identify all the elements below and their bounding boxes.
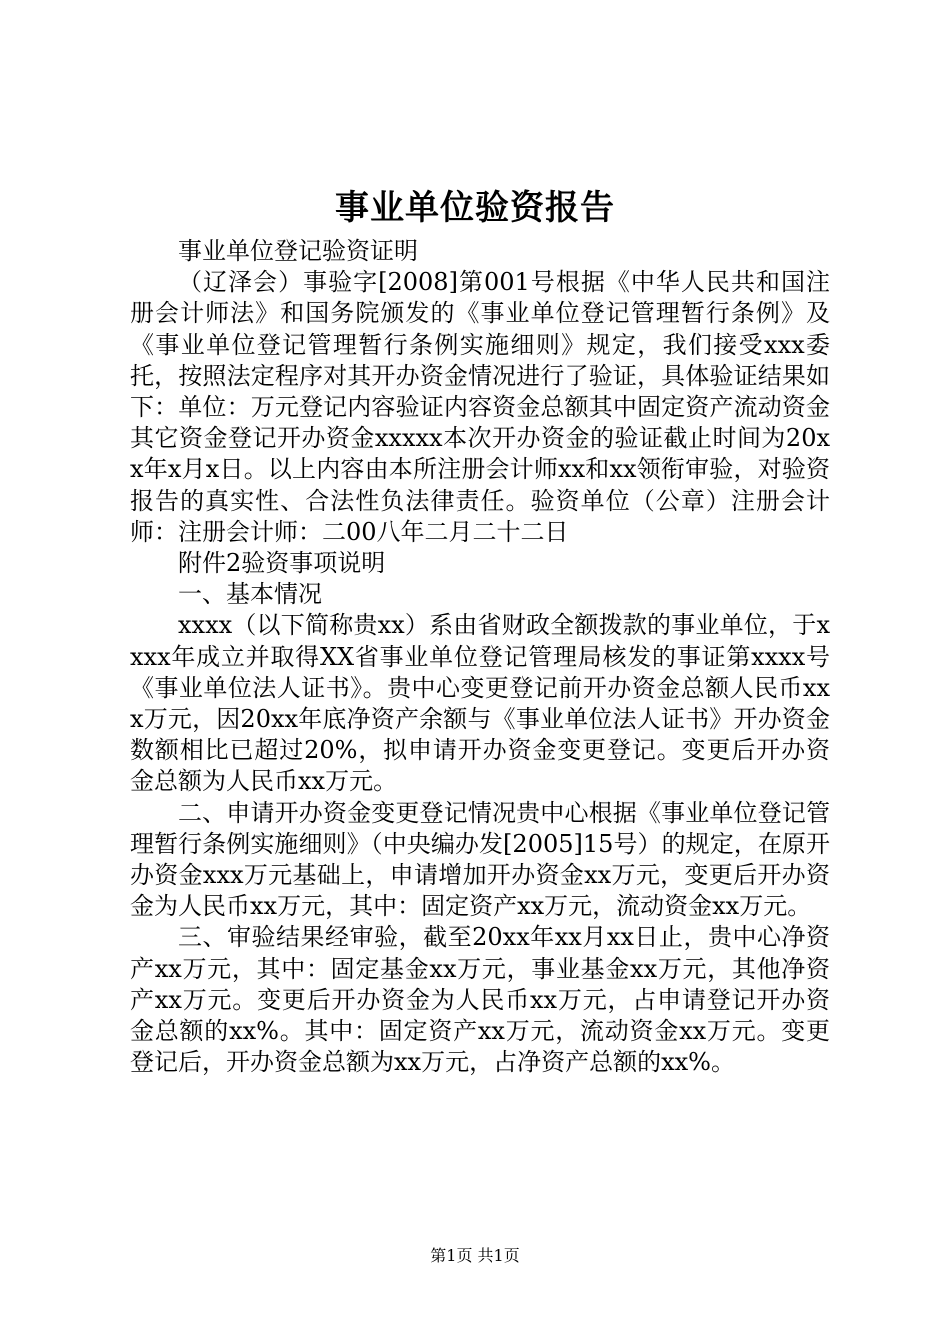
paragraph-attachment-heading: 附件2验资事项说明 <box>178 549 386 578</box>
page-number-footer: 第1页 共1页 <box>430 1246 520 1265</box>
paragraph-section-3: 三、审验结果经审验，截至20xx年xx月xx日止，贵中心净资产xx万元，其中：固定基金xx万元，事业基金xx万元，其他净资产xx万元。变更后开办资金为人民币xx万元，占申请登记开办资金总额的xx%。其中：固定资产xx万元，流动资金xx万元。变更登记后，开办资金总额为xx万元，占净资产总额的xx%。 <box>130 923 830 1077</box>
paragraph-section-1-heading: 一、基本情况 <box>178 580 322 609</box>
document-title: 事业单位验资报告 <box>335 188 615 228</box>
paragraph-certificate-heading: 事业单位登记验资证明 <box>178 237 418 265</box>
document-body <box>130 236 830 1078</box>
paragraph-section-1-body: xxxx（以下简称贵xx）系由省财政全额拨款的事业单位，于xxxx年成立并取得XX省事业单位登记管理局核发的事证第xxxx号《事业单位法人证书》。贵中心变更登记前开办资金总额人民币xxx万元，因20xx年底净资产余额与《事业单位法人证书》开办资金数额相比已超过20%，拟申请开办资金变更登记。变更后开办资金总额为人民币xx万元。 <box>130 611 830 796</box>
paragraph-certificate-body: （辽泽会）事验字[2008]第001号根据《中华人民共和国注册会计师法》和国务院颁发的《事业单位登记管理暂行条例》及《事业单位登记管理暂行条例实施细则》规定，我们接受xxx委托，按照法定程序对其开办资金情况进行了验证，具体验证结果如下：单位：万元登记内容验证内容资金总额其中固定资产流动资金其它资金登记开办资金xxxxx本次开办资金的验证截止时间为20xx年x月x日。以上内容由本所注册会计师xx和xx领衔审验，对验资报告的真实性、合法性负法律责任。验资单位（公章）注册会计师：注册会计师：二00八年二月二十二日 <box>130 268 830 546</box>
paragraph-section-2: 二、申请开办资金变更登记情况贵中心根据《事业单位登记管理暂行条例实施细则》（中央编办发[2005]15号）的规定，在原开办资金xxx万元基础上，申请增加开办资金xx万元，变更后开办资金为人民币xx万元，其中：固定资产xx万元，流动资金xx万元。 <box>130 798 830 921</box>
